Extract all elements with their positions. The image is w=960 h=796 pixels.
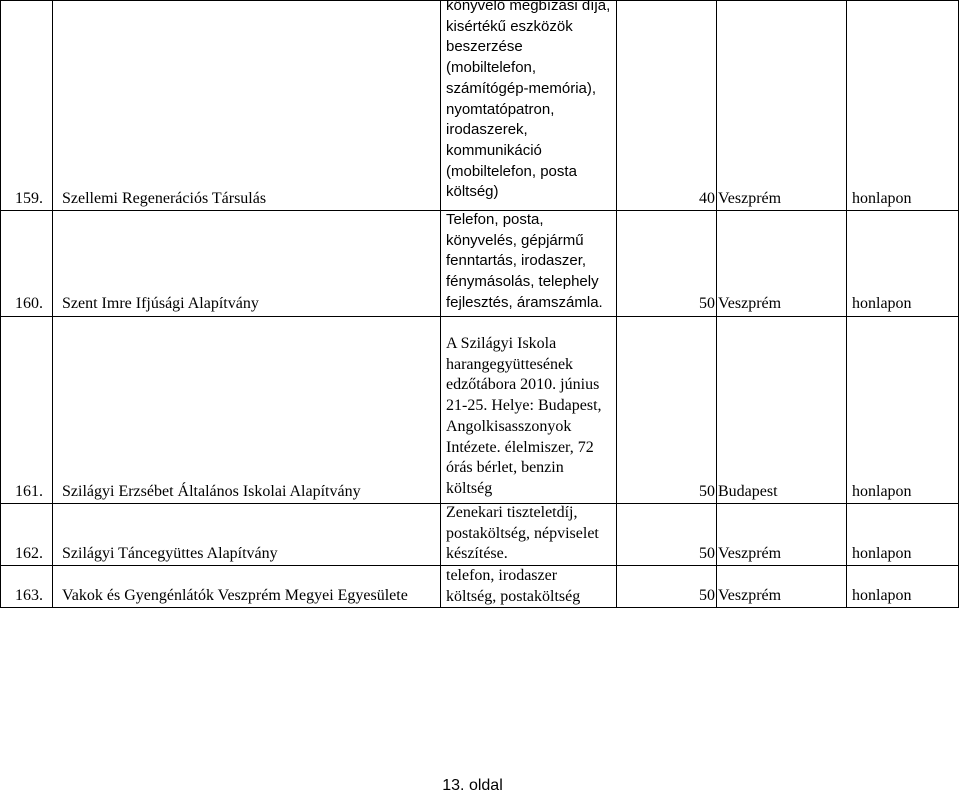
column-divider <box>958 0 959 608</box>
row-number: 159. <box>15 190 43 207</box>
city: Veszprém <box>718 587 782 604</box>
row-number: 162. <box>15 545 43 562</box>
column-divider <box>52 0 53 608</box>
grant-amount: 40 <box>699 190 715 207</box>
row-number: 163. <box>15 587 43 604</box>
grant-amount: 50 <box>699 483 715 500</box>
publication-place: honlapon <box>852 295 912 312</box>
column-divider <box>846 0 847 608</box>
city: Veszprém <box>718 545 782 562</box>
page-number: 13. oldal <box>442 777 503 794</box>
organization-name: Vakok és Gyengénlátók Veszprém Megyei Egyesülete <box>62 587 408 604</box>
city: Veszprém <box>718 190 782 207</box>
purpose-description: Telefon, posta, könyvelés, gépjármű fenntartás, irodaszer, fénymásolás, telephely fejlesztés, áramszámla. <box>446 211 603 311</box>
row-number: 160. <box>15 295 43 312</box>
purpose-description: Zenekari tiszteletdíj, postaköltség, népviselet készítése. <box>446 504 599 563</box>
purpose-description: könyvelő megbízási díja, kisértékű eszközök beszerzése (mobiltelefon, számítógép-memória), nyomtatópatron, irodaszerek, kommunikáció (mobiltelefon, posta költség) <box>446 0 611 201</box>
grant-amount: 50 <box>699 295 715 312</box>
organization-name: Szellemi Regenerációs Társulás <box>62 190 267 207</box>
organization-name: Szilágyi Erzsébet Általános Iskolai Alapítvány <box>62 483 361 500</box>
publication-place: honlapon <box>852 483 912 500</box>
grant-amount: 50 <box>699 545 715 562</box>
grant-amount: 50 <box>699 587 715 604</box>
column-divider <box>716 0 717 608</box>
column-divider <box>616 0 617 608</box>
purpose-description: A Szilágyi Iskola harangegyüttesének edzőtábora 2010. június 21-25. Helye: Budapest, Angolkisasszonyok Intézete. élelmiszer, 72 órás bérlet, benzin költség <box>446 335 602 497</box>
row-divider <box>0 316 959 317</box>
purpose-description: telefon, irodaszer költség, postaköltség <box>446 567 581 605</box>
row-number: 161. <box>15 483 43 500</box>
publication-place: honlapon <box>852 545 912 562</box>
city: Budapest <box>718 483 778 500</box>
publication-place: honlapon <box>852 587 912 604</box>
publication-place: honlapon <box>852 190 912 207</box>
column-divider <box>440 0 441 608</box>
organization-name: Szilágyi Táncegyüttes Alapítvány <box>62 545 278 562</box>
organization-name: Szent Imre Ifjúsági Alapítvány <box>62 295 259 312</box>
city: Veszprém <box>718 295 782 312</box>
